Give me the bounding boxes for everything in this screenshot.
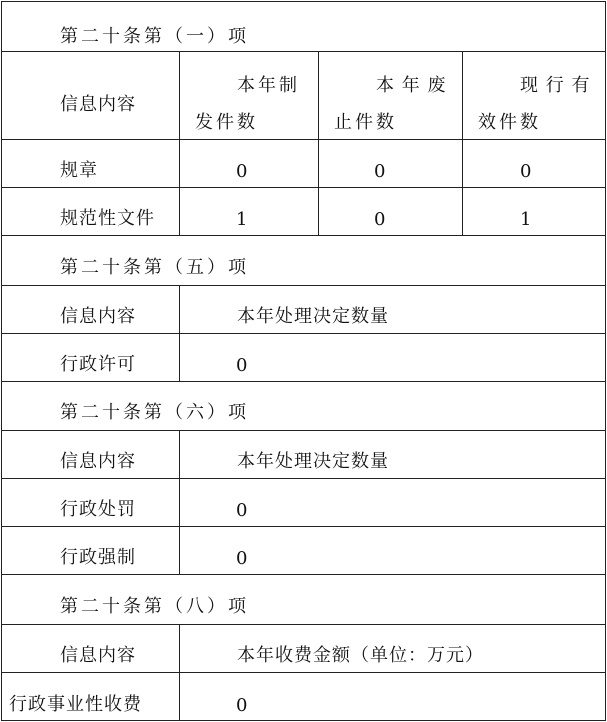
rule (1, 720, 606, 721)
cell-value: 0 (374, 209, 387, 230)
rule (1, 574, 606, 575)
row-label: 行政许可 (60, 354, 136, 375)
rule (462, 51, 463, 236)
rule (1, 672, 606, 673)
rule (1, 430, 606, 431)
section-title: 第二十条第（六）项 (60, 402, 249, 423)
rule (1, 1, 2, 721)
rule (1, 624, 606, 625)
rule (1, 478, 606, 479)
rule (1, 51, 606, 52)
row-label: 行政事业性收费 (9, 694, 142, 715)
header-fee-amount: 本年收费金额（单位：万元） (237, 645, 484, 666)
row-label: 规章 (60, 160, 98, 181)
header-issued-line1: 本年制 (237, 75, 300, 96)
rule (1, 285, 606, 286)
rule (1, 381, 606, 382)
cell-value: 0 (236, 355, 249, 376)
header-info-content: 信息内容 (60, 645, 136, 666)
header-info-content: 信息内容 (60, 451, 136, 472)
rule (179, 430, 180, 575)
rule (1, 526, 606, 527)
header-issued-line2: 发件数 (195, 112, 258, 133)
row-label: 行政处罚 (60, 499, 136, 520)
cell-value: 1 (236, 209, 249, 230)
cell-value: 0 (236, 548, 249, 569)
cell-value: 0 (520, 161, 533, 182)
rule (605, 1, 606, 721)
header-info-content: 信息内容 (60, 306, 136, 327)
rule (1, 139, 606, 140)
cell-value: 1 (520, 209, 533, 230)
cell-value: 0 (236, 161, 249, 182)
row-label: 行政强制 (60, 547, 136, 568)
rule (1, 1, 606, 2)
row-label: 规范性文件 (60, 208, 155, 229)
section-title: 第二十条第（八）项 (60, 596, 249, 617)
header-valid-line2: 效件数 (478, 112, 541, 133)
rule (318, 51, 319, 236)
section-title: 第二十条第（五）项 (60, 257, 249, 278)
rule (179, 285, 180, 382)
header-decisions: 本年处理决定数量 (237, 306, 389, 327)
header-abolished-line1: 本 年 废 (376, 75, 447, 96)
rule (1, 235, 606, 236)
section-title: 第二十条第（一）项 (60, 26, 249, 47)
header-abolished-line2: 止件数 (334, 112, 397, 133)
cell-value: 0 (236, 500, 249, 521)
cell-value: 0 (236, 695, 249, 716)
header-decisions: 本年处理决定数量 (237, 451, 389, 472)
header-valid-line1: 现 行 有 (520, 75, 591, 96)
rule (1, 187, 606, 188)
rule (179, 624, 180, 721)
header-info-content: 信息内容 (60, 94, 136, 115)
rule (179, 51, 180, 236)
cell-value: 0 (374, 161, 387, 182)
rule (1, 333, 606, 334)
